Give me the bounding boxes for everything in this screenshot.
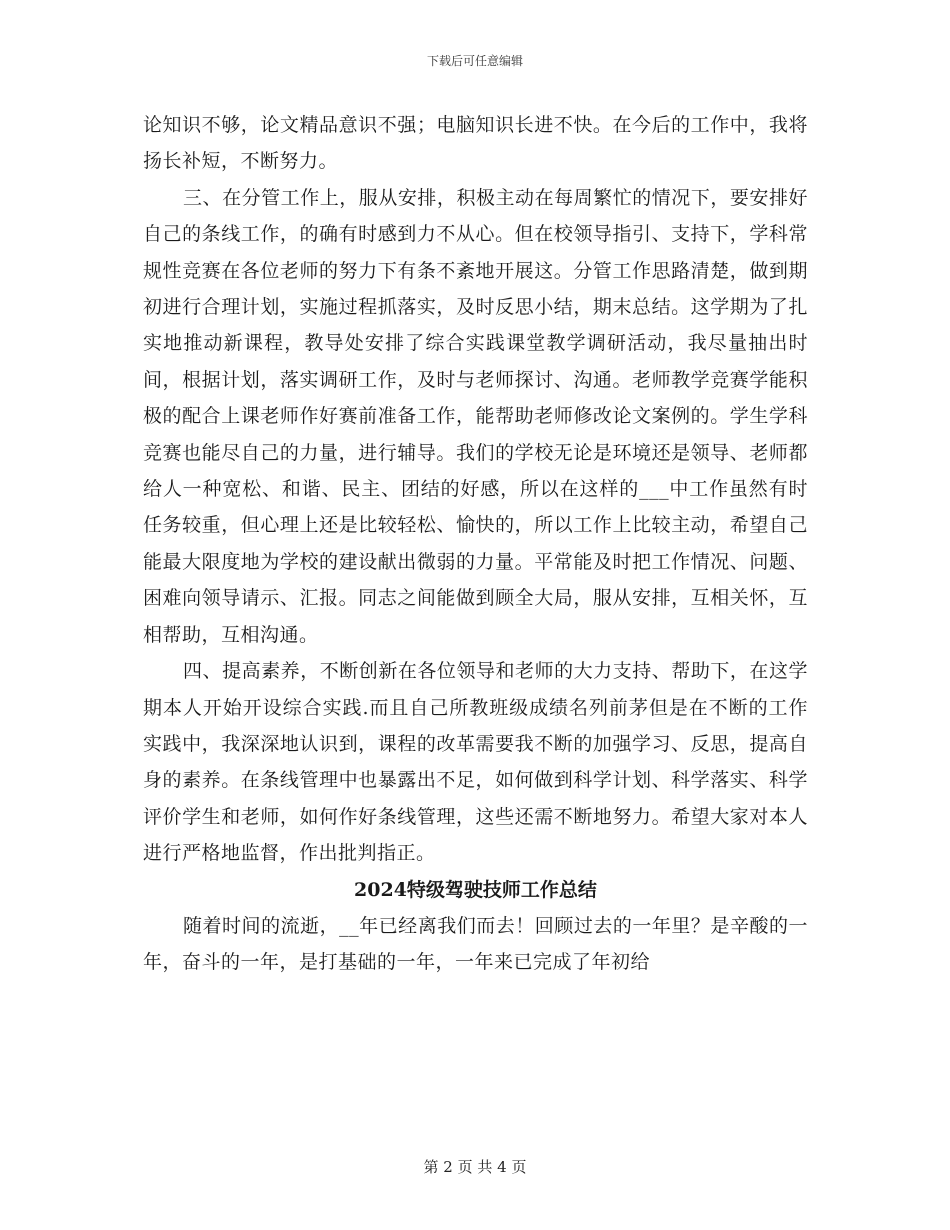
page-footer: 第 2 页 共 4 页 [423,1158,527,1176]
paragraph-summary-intro: 随着时间的流逝，__年已经离我们而去！回顾过去的一年里？是辛酸的一年，奋斗的一年，是打基础的一年，一年来已完成了年初给 [143,914,808,974]
document-body [143,107,808,981]
paragraph-section-three: 三、在分管工作上，服从安排，积极主动在每周繁忙的情况下，要安排好自己的条线工作，的确有时感到力不从心。但在校领导指引、支持下，学科常规性竞赛在各位老师的努力下有条不紊地开展这。分管工作思路清楚，做到期初进行合理计划，实施过程抓落实，及时反思小结，期末总结。这学期为了扎实地推动新课程，教导处安排了综合实践课堂教学调研活动，我尽量抽出时间，根据计划，落实调研工作，及时与老师探讨、沟通。老师教学竞赛学能积极的配合上课老师作好赛前准备工作，能帮助老师修改论文案例的。学生学科竞赛也能尽自己的力量，进行辅导。我们的学校无论是环境还是领导、老师都给人一种宽松、和谐、民主、团结的好感，所以在这样的___中工作虽然有时任务较重，但心理上还是比较轻松、愉快的，所以工作上比较主动，希望自己能最大限度地为学校的建设献出微弱的力量。平常能及时把工作情况、问题、困难向领导请示、汇报。同志之间能做到顾全大局，服从安排，互相关怀，互相帮助，互相沟通。 [143,186,808,646]
page-header: 下载后可任意编辑 [426,54,523,68]
paragraph-section-four: 四、提高素养，不断创新在各位领导和老师的大力支持、帮助下，在这学期本人开始开设综合实践.而且自己所教班级成绩名列前茅但是在不断的工作实践中，我深深地认识到，课程的改革需要我不断的加强学习、反思，提高自身的素养。在条线管理中也暴露出不足，如何做到科学计划、科学落实、科学评价学生和老师，如何作好条线管理，这些还需不断地努力。希望大家对本人进行严格地监督，作出批判指正。 [143,660,808,865]
section-title: 2024特级驾驶技师工作总结 [354,878,597,901]
paragraph-continued: 论知识不够，论文精品意识不强；电脑知识长进不快。在今后的工作中，我将扬长补短，不断努力。 [143,114,808,173]
